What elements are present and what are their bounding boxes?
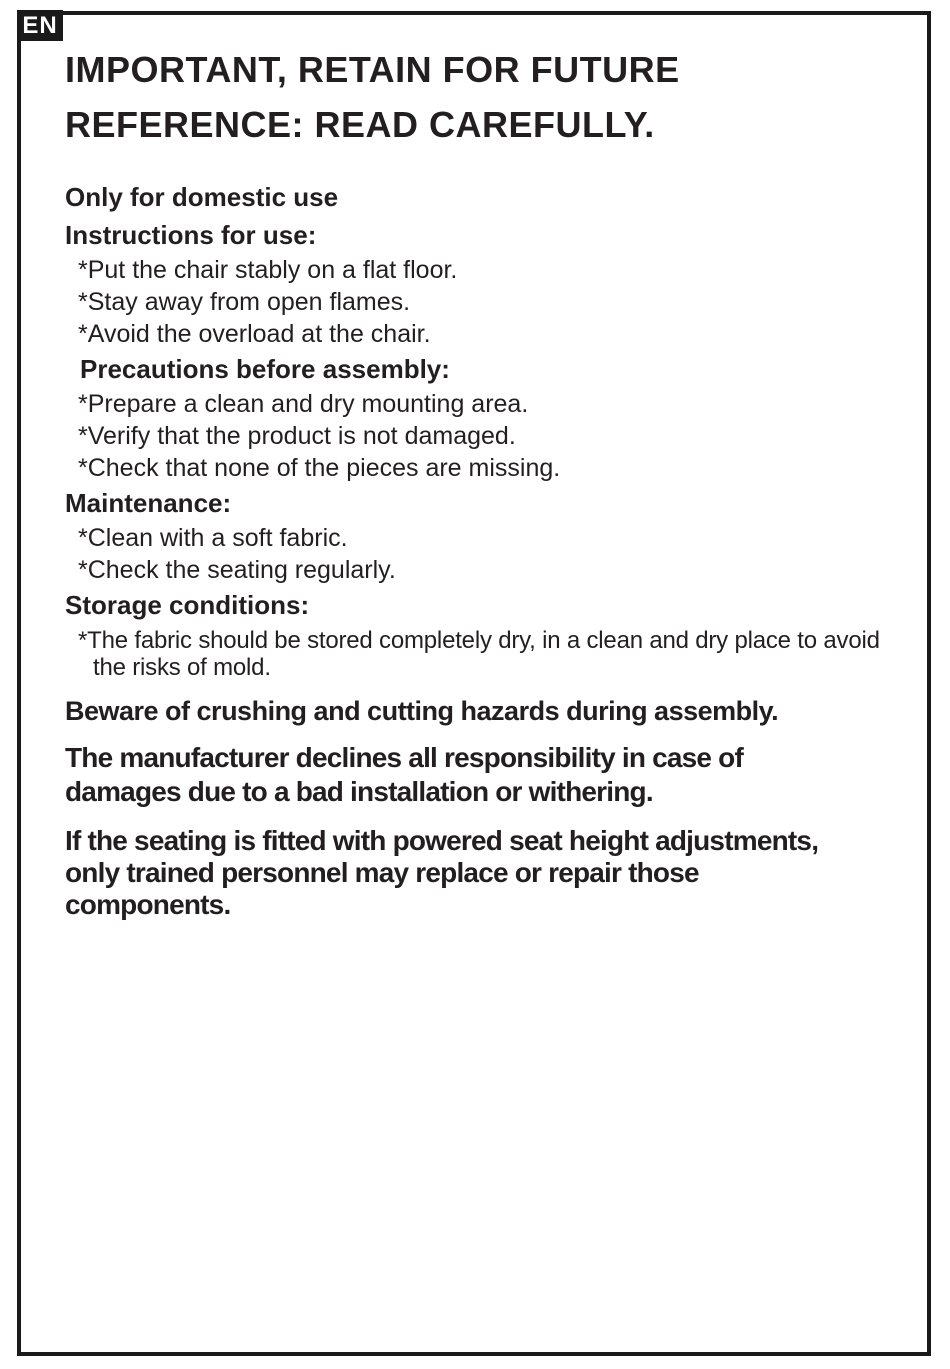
section-heading: Precautions before assembly:: [80, 354, 450, 384]
instruction-item: *Stay away from open flames.: [78, 288, 411, 316]
warning-powered-seat: [65, 825, 905, 921]
warning-assembly-hazards: [65, 693, 905, 729]
warning-line: components.: [65, 889, 231, 920]
section-heading: Storage conditions:: [65, 590, 310, 620]
instruction-item: *Check that none of the pieces are missing.: [78, 454, 561, 482]
section-maintenance: [65, 484, 905, 586]
section-precautions: [65, 350, 905, 484]
instruction-item: *Verify that the product is not damaged.: [78, 422, 516, 450]
instruction-item: *Clean with a soft fabric.: [78, 524, 348, 552]
warning-line: The manufacturer declines all responsibility in case of: [65, 742, 743, 773]
warning-manufacturer-disclaimer: [65, 741, 905, 809]
section-heading: Only for domestic use: [65, 182, 339, 212]
language-badge: [17, 10, 63, 41]
section-heading: Instructions for use:: [65, 220, 317, 250]
instruction-item: *Put the chair stably on a flat floor.: [78, 256, 458, 284]
language-badge-label: EN: [22, 11, 58, 39]
page-content: [65, 30, 905, 921]
instruction-item: *The fabric should be stored completely dry, in a clean and dry place to avoid the risks of mold.: [78, 627, 880, 681]
section-domestic-use: [65, 178, 905, 216]
page-title-line: REFERENCE: READ CAREFULLY.: [65, 104, 655, 145]
section-heading: Maintenance:: [65, 488, 232, 518]
page-title-line: IMPORTANT, RETAIN FOR FUTURE: [65, 49, 680, 90]
warning-line: only trained personnel may replace or repair those: [65, 857, 699, 888]
page-title: [65, 42, 905, 152]
instruction-item: *Prepare a clean and dry mounting area.: [78, 390, 529, 418]
section-instructions: [65, 216, 905, 350]
warning-line: damages due to a bad installation or withering.: [65, 776, 653, 807]
instruction-item: *Avoid the overload at the chair.: [78, 320, 431, 348]
instruction-item: *Check the seating regularly.: [78, 556, 396, 584]
section-storage: [65, 586, 905, 681]
warning-line: If the seating is fitted with powered seat height adjustments,: [65, 825, 819, 856]
warning-line: Beware of crushing and cutting hazards during assembly.: [65, 696, 779, 726]
